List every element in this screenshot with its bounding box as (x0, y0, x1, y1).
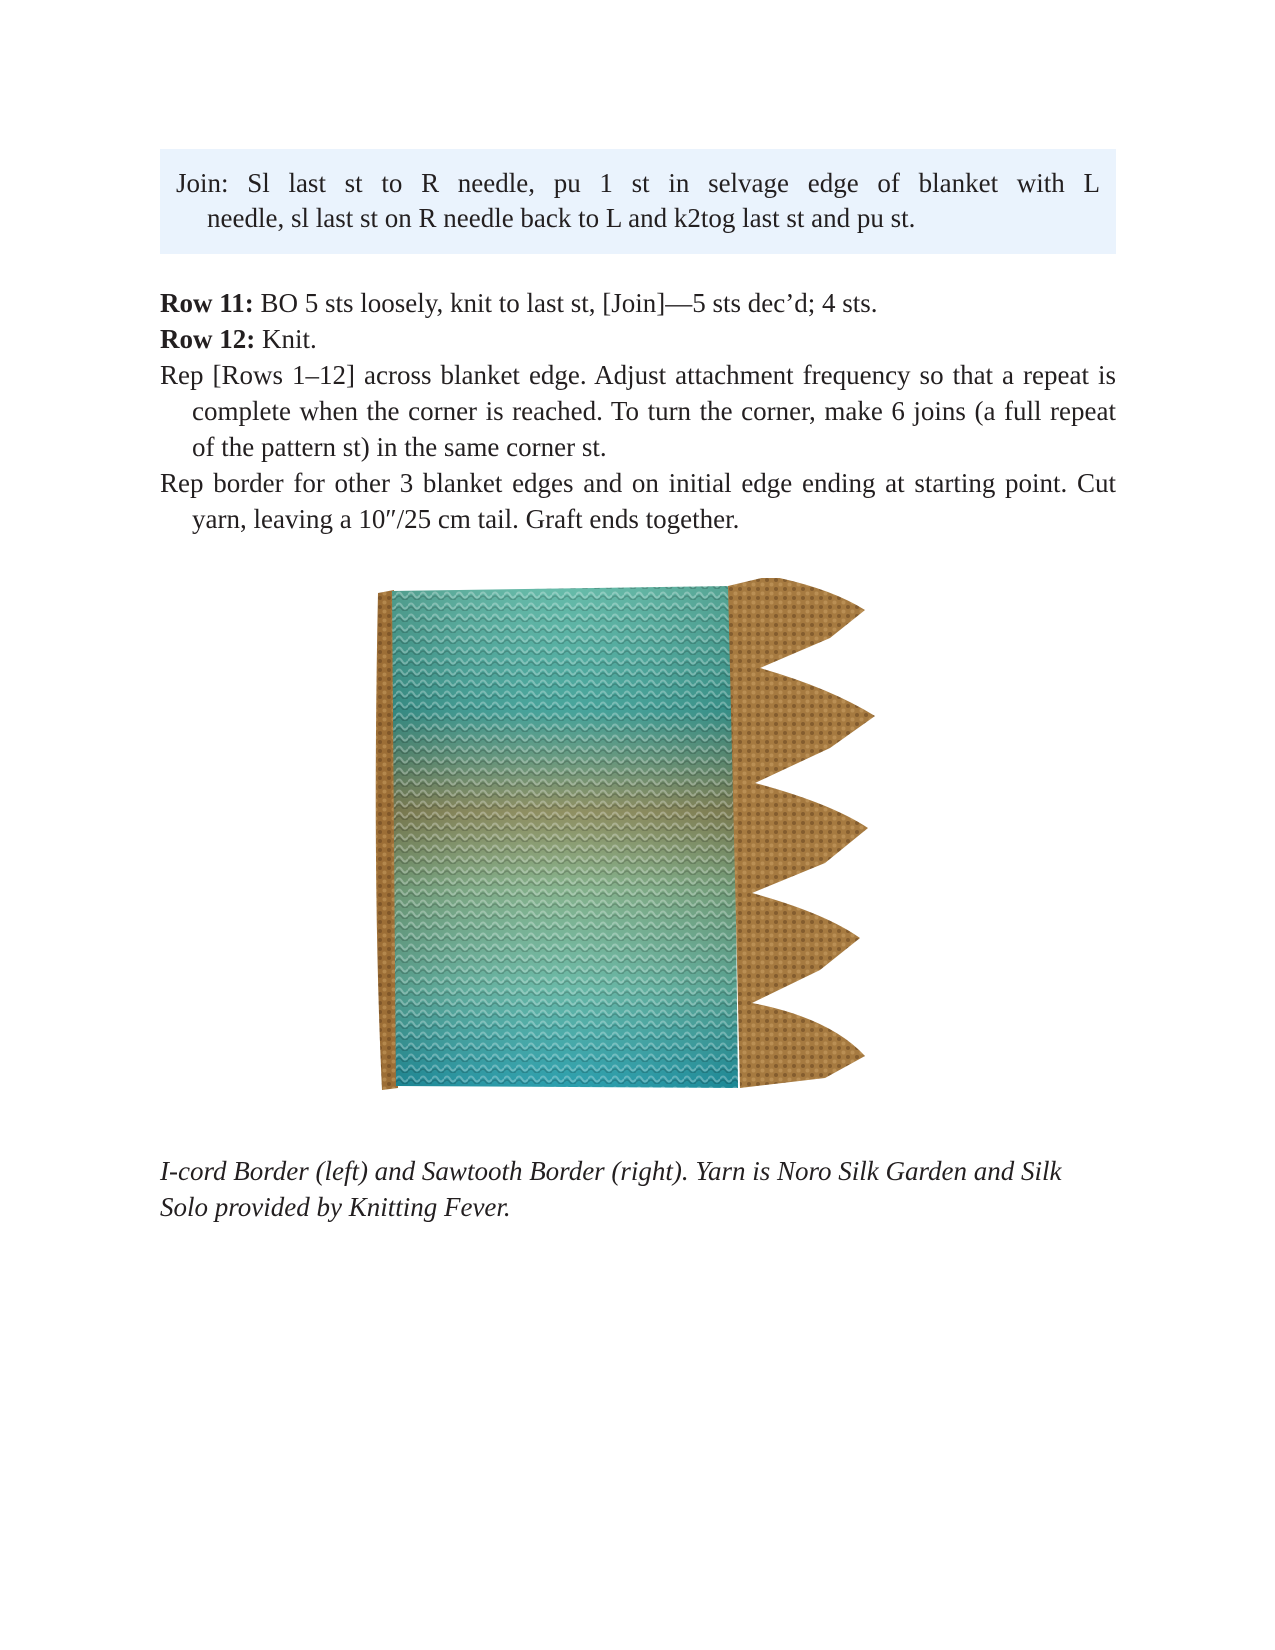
row-11 (160, 285, 1116, 321)
figure-caption: I-cord Border (left) and Sawtooth Border (right). Yarn is Noro Silk Garden and Silk Solo provided by Knitting Fever. (160, 1156, 1062, 1222)
knitted-swatch-image (360, 578, 920, 1118)
row-12 (160, 321, 1116, 357)
row-11-text: BO 5 sts loosely, knit to last st, [Join]—5 sts dec’d; 4 sts. (253, 288, 878, 318)
repeat-paragraph: Rep [Rows 1–12] across blanket edge. Adjust attachment frequency so that a repeat is complete when the corner is reached. To turn the corner, make 6 joins (a full repeat of the pattern st) in the same corner st. (160, 360, 1116, 462)
row-12-text: Knit. (255, 324, 317, 354)
swatch-illustration (360, 578, 920, 1118)
border-paragraph: Rep border for other 3 blanket edges and on initial edge ending at starting point. Cut yarn, leaving a 10″/25 cm tail. Graft ends together. (160, 468, 1116, 534)
join-line-2: needle, sl last st on R needle back to L and k2tog last st and pu st. (207, 203, 916, 233)
row-12-label: Row 12: (160, 324, 256, 354)
pattern-instructions (160, 285, 1116, 537)
join-instruction-box (160, 149, 1116, 254)
join-line-1: Join: Sl last st to R needle, pu 1 st in selvage edge of blanket with L (176, 168, 1100, 198)
row-11-label: Row 11: (160, 288, 254, 318)
